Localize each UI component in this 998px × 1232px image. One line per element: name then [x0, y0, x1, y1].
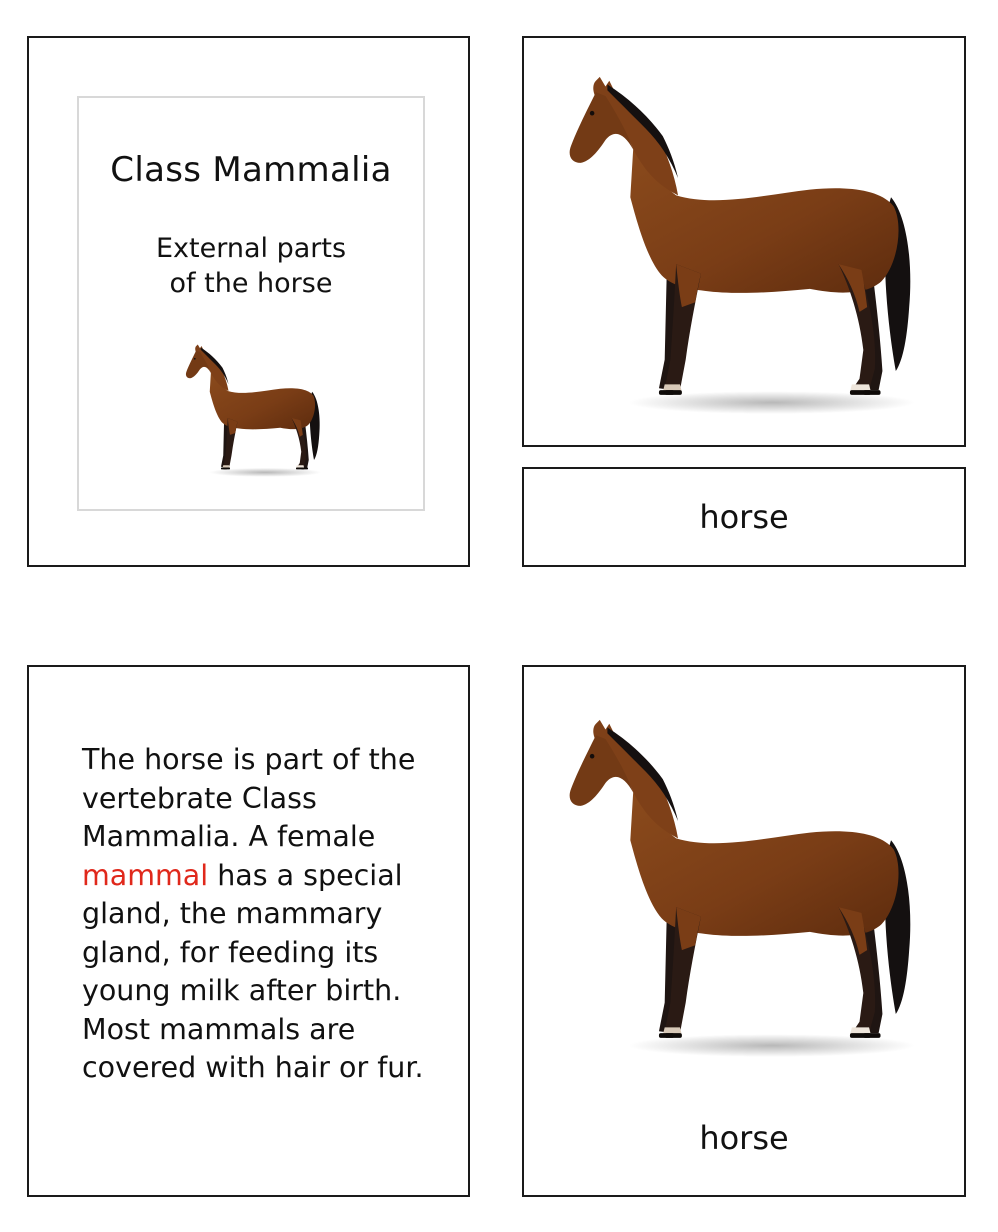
highlighted-term: mammal	[82, 858, 209, 892]
card-subtitle-line-1: External parts	[155, 233, 347, 264]
horse-photo-icon	[552, 70, 934, 420]
definition-text-after: has a special gland, the mammary gland, for feeding its young milk after birth. Most mammals are covered with hair or fur.	[82, 858, 424, 1084]
definition-card	[27, 665, 470, 1197]
card-subtitle	[79, 231, 423, 301]
card-heading: Class Mammalia	[110, 150, 392, 190]
title-card-inner-frame	[77, 96, 425, 511]
picture-card	[522, 36, 966, 447]
horse-photo-icon	[552, 713, 934, 1063]
definition-paragraph	[82, 741, 427, 1088]
control-card	[522, 665, 966, 1197]
card-subtitle-line-2: of the horse	[169, 268, 333, 299]
definition-text-before: The horse is part of the vertebrate Class Mammalia. A female	[82, 743, 416, 853]
label-card	[522, 467, 966, 567]
title-card	[27, 36, 470, 567]
label-text: horse	[699, 498, 789, 536]
control-card-label: horse	[699, 1119, 789, 1157]
horse-photo-icon	[174, 343, 334, 478]
